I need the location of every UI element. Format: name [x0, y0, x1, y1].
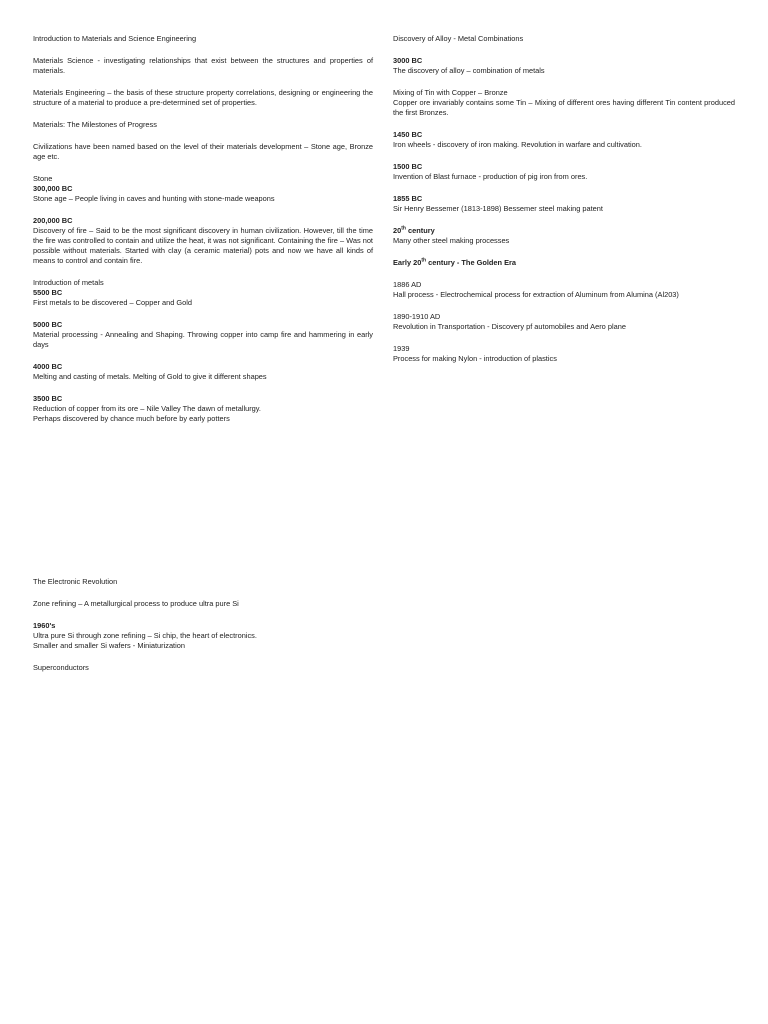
reduction-block [33, 394, 373, 424]
hall-year: 1886 AD [393, 280, 422, 289]
materials-science-block [33, 56, 373, 76]
alloy-title-block [393, 34, 735, 44]
processing-text: Material processing - Annealing and Shaping. Throwing copper into camp fire and hammering in early days [33, 330, 373, 349]
civilizations-text: Civilizations have been named based on the level of their materials development – Stone age, Bronze age etc. [33, 142, 373, 161]
golden-prefix: Early 20 [393, 258, 422, 267]
melting-year: 4000 BC [33, 362, 63, 371]
melting-block [33, 362, 373, 382]
iron-year: 1450 BC [393, 130, 423, 139]
fire-block [33, 216, 373, 266]
metals-heading: Introduction of metals [33, 278, 104, 287]
alloy-block [393, 56, 735, 76]
twentieth-year-sup: th [401, 225, 406, 232]
superconductors-text: Superconductors [33, 663, 89, 672]
golden-sup: th [421, 257, 427, 264]
bessemer-year: 1855 BC [393, 194, 423, 203]
reduction-line2: Perhaps discovered by chance much before by early potters [33, 414, 230, 423]
metals-block [33, 278, 373, 308]
processing-year: 5000 BC [33, 320, 63, 329]
twentieth-year [393, 226, 735, 236]
twentieth-year-num: 20 [393, 226, 402, 235]
melting-text: Melting and casting of metals. Melting of Gold to give it different shapes [33, 372, 267, 381]
iron-text: Iron wheels - discovery of iron making. Revolution in warfare and cultivation. [393, 140, 642, 149]
iron-block [393, 130, 735, 150]
bronze-line2: Copper ore invariably contains some Tin – Mixing of different ores having different Tin content produced the first Bronzes. [393, 98, 735, 117]
reduction-line1: Reduction of copper from its ore – Nile Valley The dawn of metallurgy. [33, 404, 261, 413]
electronic-title: The Electronic Revolution [33, 577, 118, 586]
left-column [33, 34, 373, 436]
hall-text: Hall process - Electrochemical process for extraction of Aluminum from Alumina (Al203) [393, 290, 679, 299]
sixties-line1: Ultra pure Si through zone refining – Si chip, the heart of electronics. [33, 631, 257, 640]
nylon-text: Process for making Nylon - introduction of plastics [393, 354, 557, 363]
alloy-title: Discovery of Alloy - Metal Combinations [393, 34, 524, 43]
reduction-year: 3500 BC [33, 394, 63, 403]
processing-block [33, 320, 373, 350]
stone-heading: Stone [33, 174, 53, 183]
blast-furnace-block [393, 162, 735, 182]
blast-year: 1500 BC [393, 162, 423, 171]
milestones-block [33, 120, 373, 130]
twentieth-text: Many other steel making processes [393, 236, 510, 245]
zone-text: Zone refining – A metallurgical process to produce ultra pure Si [33, 599, 239, 608]
milestones-heading: Materials: The Milestones of Progress [33, 120, 157, 129]
transportation-block [393, 312, 735, 332]
alloy-year: 3000 BC [393, 56, 423, 65]
stone-text: Stone age – People living in caves and hunting with stone-made weapons [33, 194, 275, 203]
bronze-block [393, 88, 735, 118]
nylon-year: 1939 [393, 344, 410, 353]
hall-process-block [393, 280, 735, 300]
materials-engineering-text: Materials Engineering – the basis of these structure property correlations, designing or engineering the structure of a material to produce a pre-determined set of properties. [33, 88, 373, 107]
sixties-year: 1960's [33, 621, 56, 630]
stone-age-block [33, 174, 373, 204]
metals-year: 5500 BC [33, 288, 63, 297]
alloy-text: The discovery of alloy – combination of metals [393, 66, 545, 75]
fire-text: Discovery of fire – Said to be the most significant discovery in human civilization. However, till the time the fire was controlled to contain and utilize the heat, it was not significant. Containing the fire – Was not possible without materials. Started with clay (a ceramic material) pots and now we have all kinds of means to control and contain fire. [33, 226, 373, 265]
golden-suffix: century - The Golden Era [426, 258, 517, 267]
bessemer-text: Sir Henry Bessemer (1813-1898) Bessemer steel making patent [393, 204, 603, 213]
nylon-block [393, 344, 735, 364]
golden-era-block [393, 258, 735, 268]
sixties-block [33, 621, 373, 651]
zone-refining-block [33, 599, 373, 609]
right-column [393, 34, 735, 376]
golden-era-heading [393, 258, 735, 268]
sixties-line2: Smaller and smaller Si wafers - Miniaturization [33, 641, 185, 650]
twentieth-century-block [393, 226, 735, 246]
civilizations-block [33, 142, 373, 162]
transport-text: Revolution in Transportation - Discovery pf automobiles and Aero plane [393, 322, 626, 331]
twentieth-year-word: century [405, 226, 435, 235]
intro-title: Introduction to Materials and Science Engineering [33, 34, 197, 43]
transport-year: 1890-1910 AD [393, 312, 441, 321]
materials-science-text: Materials Science - investigating relationships that exist between the structures and properties of materials. [33, 56, 373, 75]
electronic-title-block [33, 577, 373, 587]
stone-year: 300,000 BC [33, 184, 73, 193]
fire-year: 200,000 BC [33, 216, 73, 225]
blast-text: Invention of Blast furnace - production of pig iron from ores. [393, 172, 588, 181]
bronze-line1: Mixing of Tin with Copper – Bronze [393, 88, 508, 97]
metals-text: First metals to be discovered – Copper and Gold [33, 298, 192, 307]
electronic-section [33, 577, 373, 685]
bessemer-block [393, 194, 735, 214]
intro-block [33, 34, 373, 44]
superconductors-block [33, 663, 373, 673]
materials-engineering-block [33, 88, 373, 108]
